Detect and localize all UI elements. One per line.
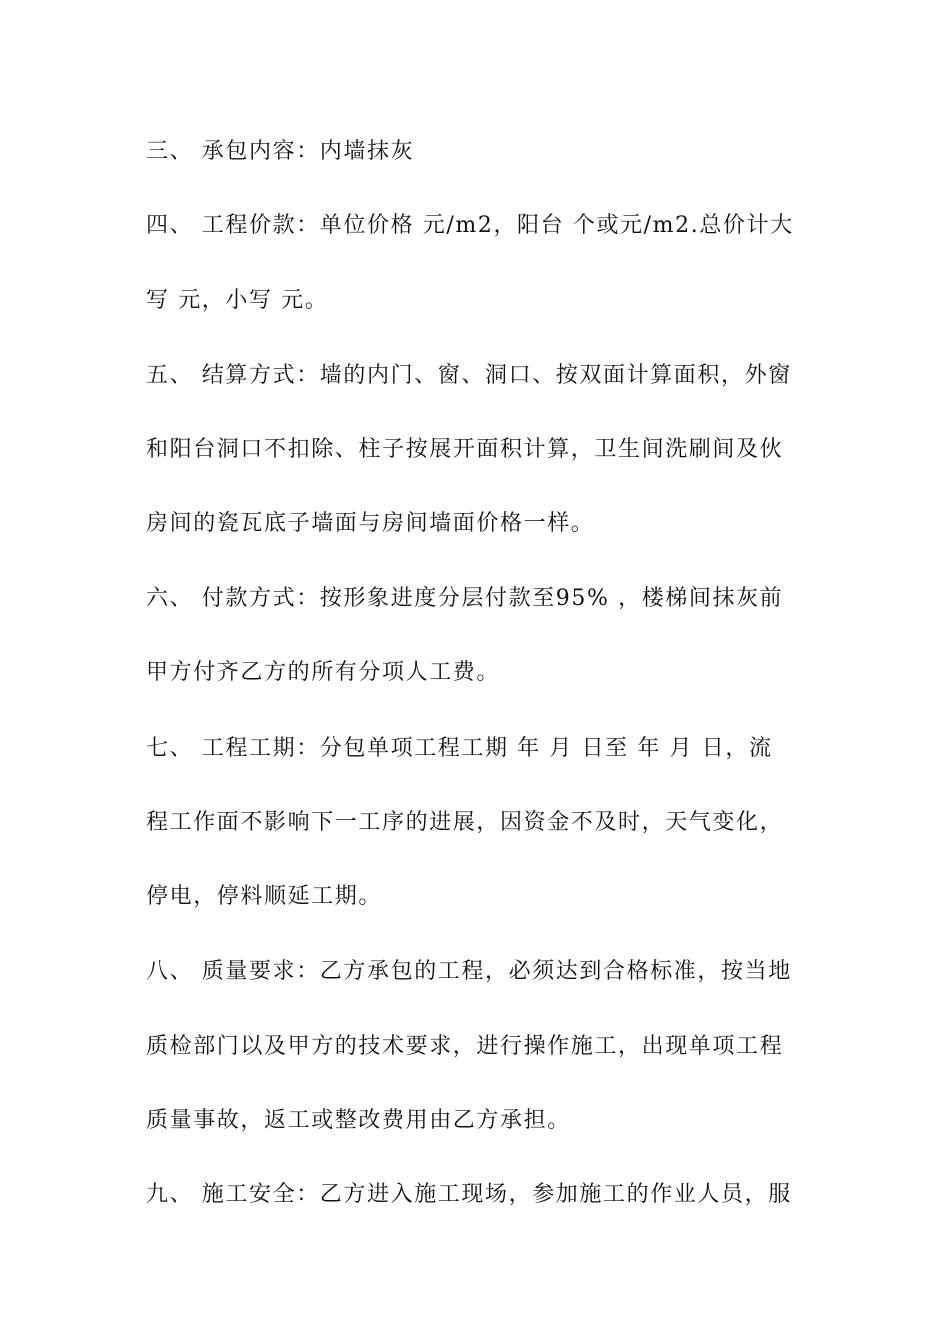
clause-4-line-2: 写 元，小写 元。 [146,288,329,313]
clause-5-line-1: 五、 结算方式：墙的内门、窗、洞口、按双面计算面积，外窗 [146,363,792,388]
clause-5-line-2: 和阳台洞口不扣除、柱子按展开面积计算，卫生间洗刷间及伙 [146,437,784,462]
clause-3-line-1: 三、 承包内容：内墙抹灰 [146,139,415,164]
clause-7-line-3: 停电，停料顺延工期。 [146,884,383,909]
clause-7-line-2: 程工作面不影响下一工序的进展，因资金不及时，天气变化， [146,810,784,835]
clause-8-line-1: 八、 质量要求：乙方承包的工程，必须达到合格标准，按当地 [146,959,792,984]
clause-8-line-2: 质检部门以及甲方的技术要求，进行操作施工，出现单项工程 [146,1034,784,1059]
clause-5-line-3: 房间的瓷瓦底子墙面与房间墙面价格一样。 [146,511,595,536]
clause-7-line-1: 七、 工程工期：分包单项工程工期 年 月 日至 年 月 日，流 [146,736,773,761]
clause-6-line-1: 六、 付款方式：按形象进度分层付款至95% ，楼梯间抹灰前 [146,586,784,611]
clause-9-line-1: 九、 施工安全：乙方进入施工现场，参加施工的作业人员，服 [146,1182,792,1207]
clause-4-line-1: 四、 工程价款：单位价格 元/m2，阳台 个或元/m2.总价计大 [146,213,794,238]
clause-6-line-2: 甲方付齐乙方的所有分项人工费。 [146,660,501,685]
clause-8-line-3: 质量事故，返工或整改费用由乙方承担。 [146,1108,571,1133]
